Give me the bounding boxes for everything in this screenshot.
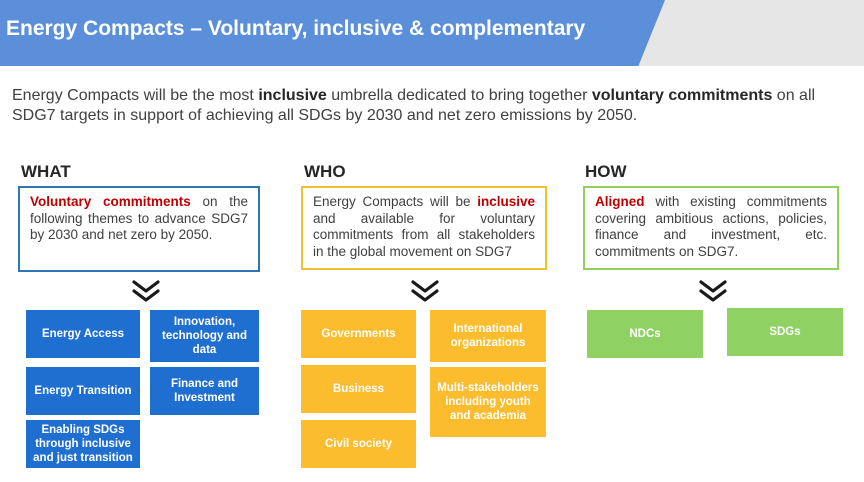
who-text-after: and available for voluntary commitments from all stakeholders in the global movement on SDG7 [313,210,535,259]
what-highlight: Voluntary commitments [30,194,191,209]
who-description-box [301,186,547,270]
who-tile-international-orgs: International organizations [430,310,546,362]
how-heading: HOW [585,162,627,181]
how-description-box [583,186,839,270]
who-tile-governments: Governments [301,310,416,358]
intro-text-1: Energy Compacts will be the most [12,87,259,104]
how-tile-sdgs: SDGs [727,308,843,356]
who-tile-business: Business [301,365,416,413]
intro-text-3: on all SDG7 targets in support of achieving all SDGs by 2030 and net zero emissions by 2050. [12,87,816,124]
how-highlight: Aligned [595,194,645,209]
slide-title: Energy Compacts – Voluntary, inclusive & complementary [6,17,586,40]
what-tile-energy-access: Energy Access [26,310,140,358]
intro-text-2: umbrella dedicated to bring together [326,87,592,104]
who-tile-multi-stakeholders: Multi-stakeholders including youth and academia [430,367,546,437]
double-chevron-down-icon [410,279,440,303]
who-highlight: inclusive [477,194,535,209]
double-chevron-down-icon [131,279,161,303]
what-tile-innovation: Innovation, technology and data [150,310,259,362]
who-text-before: Energy Compacts will be [313,194,478,209]
double-chevron-down-icon [698,279,728,303]
intro-bold-voluntary: voluntary commitments [591,87,773,104]
what-description-box [18,186,260,272]
how-description-text: with existing commitments covering ambitious actions, policies, finance and investment, etc. commitments on SDG7. [595,194,827,259]
intro-bold-inclusive: inclusive [258,87,327,104]
what-description-text: on the following themes to advance SDG7 by 2030 and net zero by 2050. [30,194,248,242]
how-tile-ndcs: NDCs [587,310,703,358]
what-heading: WHAT [21,162,71,181]
who-tile-civil-society: Civil society [301,420,416,468]
what-tile-finance: Finance and Investment [150,367,259,415]
intro-paragraph [12,86,857,126]
who-heading: WHO [304,162,346,181]
what-tile-energy-transition: Energy Transition [26,367,140,415]
what-tile-enabling-sdgs: Enabling SDGs through inclusive and just transition [26,420,140,468]
